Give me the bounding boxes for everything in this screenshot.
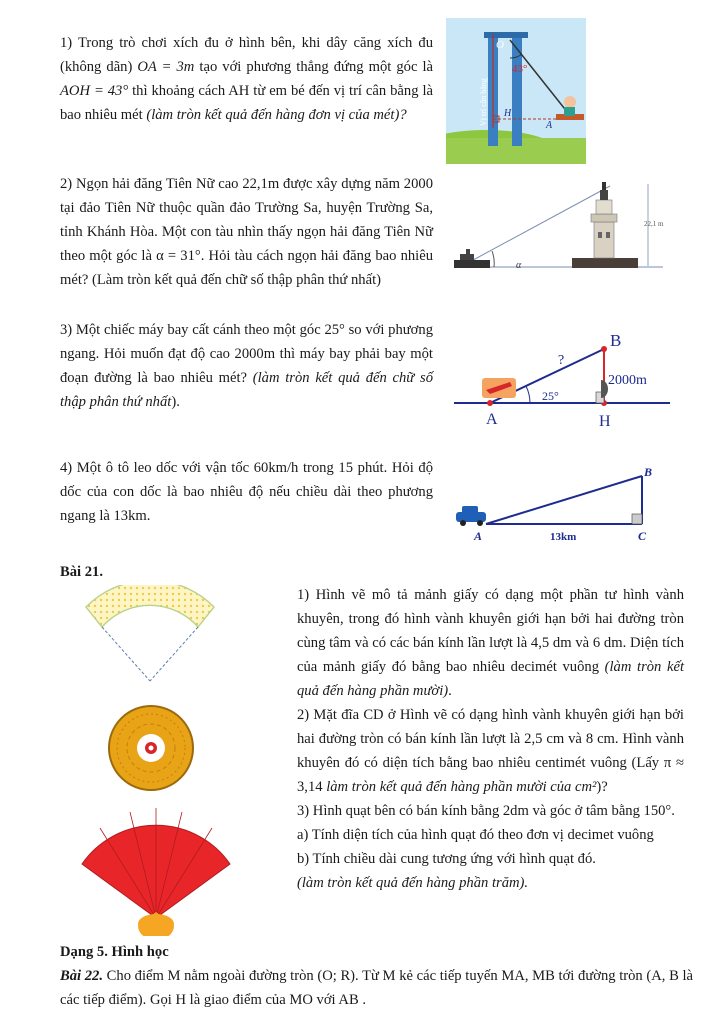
swing-figure bbox=[446, 18, 586, 164]
airplane-label-a: A bbox=[486, 411, 498, 428]
airplane-label-height: 2000m bbox=[608, 373, 647, 388]
dang5-heading: Dạng 5. Hình học bbox=[60, 944, 169, 960]
lighthouse-figure bbox=[448, 176, 668, 280]
problem-1-text: 1) Trong trò chơi xích đu ở hình bên, khi dây căng xích đu (không dãn) OA = 3m tạo với phương thẳng đứng một góc là AOH = 43° thì khoảng cách AH từ em bé đến vị trí cân bằng là bao nhiêu mét (làm tròn kết quả đến hàng đơn vị của mét)? bbox=[60, 35, 433, 123]
swing-label-o: O bbox=[496, 39, 504, 51]
slope-label-a: A bbox=[474, 529, 483, 543]
swing-label-a: A bbox=[546, 120, 553, 131]
problem-2-text: 2) Ngọn hải đăng Tiên Nữ cao 22,1m được xây dựng năm 2000 tại đảo Tiên Nữ thuộc quần đảo Trường Sa, huyện Trường Sa, tỉnh Khánh Hòa. Một con tàu nhìn thấy ngọn hải đăng Tiên Nữ theo một góc là α = 31°. Hỏi tàu cách ngọn hải đăng bao nhiêu mét? (Làm tròn kết quả đến chữ số thập phân thứ nhất) bbox=[60, 176, 433, 288]
slope-figure bbox=[452, 460, 662, 546]
slope-label-b: B bbox=[644, 465, 653, 479]
lighthouse-label-alpha: α bbox=[516, 260, 522, 271]
airplane-label-angle: 25° bbox=[542, 389, 559, 403]
swing-label-vertical: Vị trí cân bằng bbox=[479, 78, 488, 126]
airplane-label-q: ? bbox=[558, 353, 565, 368]
cd-disc-figure bbox=[108, 705, 194, 791]
swing-label-angle: 43° bbox=[512, 63, 528, 75]
airplane-label-h: H bbox=[599, 413, 611, 430]
slope-label-dist: 13km bbox=[550, 531, 577, 543]
fan-figure bbox=[78, 808, 234, 936]
bai21-heading: Bài 21. bbox=[60, 564, 103, 580]
problem-3-text: 3) Một chiếc máy bay cất cánh theo một góc 25° so với phương ngang. Hỏi muốn đạt độ cao 2000m thì máy bay phải bay một đoạn đường là bao nhiêu mét? (làm tròn kết quả đến chữ số thập phân thứ nhất). bbox=[60, 322, 433, 410]
slope-label-c: C bbox=[638, 529, 647, 543]
bai22-text: Bài 22. Cho điểm M nằm ngoài đường tròn (O; R). Từ M kẻ các tiếp tuyến MA, MB tới đường tròn (A, B là các tiếp điểm). Gọi H là giao điểm của MO với AB . bbox=[60, 968, 693, 1008]
lighthouse-label-height: 22,1 m bbox=[644, 220, 664, 228]
airplane-label-b: B bbox=[610, 331, 622, 350]
bai21-text: 1) Hình vẽ mô tả mảnh giấy có dạng một phần tư hình vành khuyên, trong đó hình vành khuyên giới hạn bởi hai đường tròn cùng tâm và có các bán kính lần lượt là 4,5 dm và 6 dm. Diện tích của mảnh giấy đó bằng bao nhiêu decimét vuông (làm tròn kết quả đến hàng phần mười). 2) Mặt đĩa CD ở Hình vẽ có dạng hình vành khuyên giới hạn bởi hai đường tròn có bán kính lần lượt là 2,5 cm và 8 cm. Hình vành khuyên đó có diện tích bằng bao nhiêu centimét vuông (Lấy π ≈ 3,14 làm tròn kết quả đến hàng phần mười của cm²)? 3) Hình quạt bên có bán kính bằng 2dm và góc ở tâm bằng 150°. a) Tính diện tích của hình quạt đó theo đơn vị decimet vuông b) Tính chiều dài cung tương ứng với hình quạt đó. (làm tròn kết quả đến hàng phần trăm). bbox=[297, 587, 684, 891]
annulus-quarter-figure bbox=[80, 585, 220, 685]
swing-label-h: H bbox=[504, 108, 512, 119]
problem-4-text: 4) Một ô tô leo dốc với vận tốc 60km/h trong 15 phút. Hỏi độ dốc của con dốc là bao nhiêu độ nếu chiều dài theo phương ngang là 13km. bbox=[60, 460, 433, 524]
airplane-figure bbox=[450, 330, 680, 434]
